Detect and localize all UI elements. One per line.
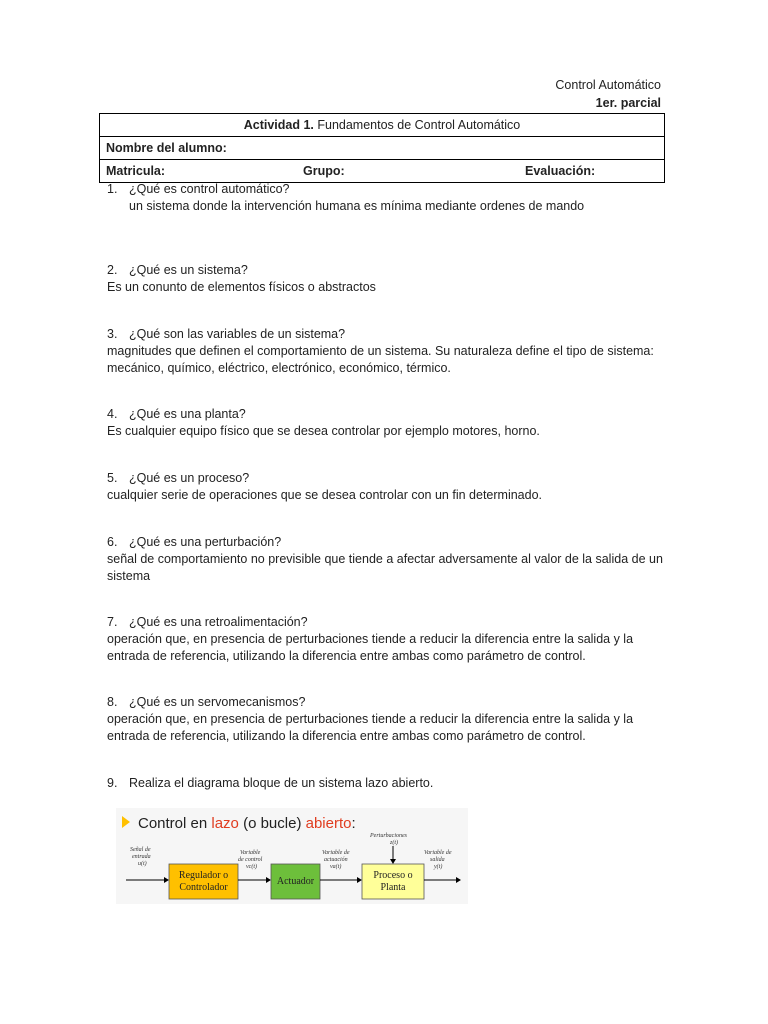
question-8: [107, 694, 667, 745]
question-text: ¿Qué son las variables de un sistema?: [129, 327, 346, 341]
question-4: [107, 406, 667, 440]
input-label-2: entrada: [132, 854, 151, 860]
control-var-label-2: de control: [238, 857, 263, 863]
question-text: ¿Qué es una perturbación?: [129, 535, 282, 549]
question-6: [107, 534, 667, 585]
question-number: 9.: [107, 776, 118, 790]
plant-label-2: Planta: [380, 882, 406, 893]
actuation-var-label-1: Variable de: [322, 850, 350, 856]
question-number: 1.: [107, 182, 118, 196]
question-text: ¿Qué es un proceso?: [129, 471, 250, 485]
question-number: 4.: [107, 407, 118, 421]
actuation-var-label-3: va(t): [330, 864, 342, 870]
question-number: 7.: [107, 615, 118, 629]
answer-text: señal de comportamiento no previsible que tiende a afectar adversamente al valor de la salida de un sistema: [107, 552, 663, 583]
controller-label-1: Regulador o: [178, 870, 229, 881]
evaluacion-cell: Evaluación:: [519, 160, 665, 183]
activity-title-cell: [100, 114, 665, 137]
question-2: [107, 262, 667, 296]
answer-text: cualquier serie de operaciones que se desea controlar con un fin determinado.: [107, 488, 542, 502]
output-label-3: y(t): [434, 864, 443, 870]
input-label-3: u(t): [138, 861, 147, 867]
disturbance-label-2: z(t): [390, 840, 398, 846]
open-loop-block-diagram: [116, 808, 468, 904]
question-number: 8.: [107, 695, 118, 709]
student-info-table: [99, 113, 665, 183]
question-text: ¿Qué es un sistema?: [129, 263, 248, 277]
question-3: [107, 326, 667, 377]
course-name: Control Automático: [555, 78, 661, 92]
answer-text: operación que, en presencia de perturbaciones tiende a reducir la diferencia entre la salida y la entrada de referencia, utilizando la diferencia entre ambas como parámetro de control.: [107, 712, 634, 743]
question-number: 3.: [107, 327, 118, 341]
control-var-label-1: Variable: [240, 850, 261, 856]
question-text: Realiza el diagrama bloque de un sistema lazo abierto.: [129, 776, 434, 790]
question-number: 6.: [107, 535, 118, 549]
matricula-cell: Matricula:: [100, 160, 298, 183]
student-name-cell: Nombre del alumno:: [100, 137, 665, 160]
activity-title-bold: Actividad 1.: [243, 118, 314, 132]
grupo-cell: Grupo:: [297, 160, 519, 183]
question-text: ¿Qué es un servomecanismos?: [129, 695, 306, 709]
activity-title-rest: Fundamentos de Control Automático: [313, 118, 521, 132]
answer-text: un sistema donde la intervención humana es mínima mediante ordenes de mando: [129, 199, 585, 213]
question-5: [107, 470, 667, 504]
diagram-title: Control en lazo (o bucle) abierto:: [138, 815, 356, 832]
actuator-label: Actuador: [276, 876, 315, 887]
actuation-var-label-2: actuación: [324, 857, 348, 863]
control-var-label-3: vc(t): [246, 864, 257, 870]
question-number: 2.: [107, 263, 118, 277]
question-9: [107, 775, 667, 792]
question-number: 5.: [107, 471, 118, 485]
answer-text: operación que, en presencia de perturbaciones tiende a reducir la diferencia entre la salida y la entrada de referencia, utilizando la diferencia entre ambas como parámetro de control.: [107, 632, 634, 663]
answer-text: magnitudes que definen el comportamiento de un sistema. Su naturaleza define el tipo de sistema: mecánico, químico, eléctrico, electrónico, económico, térmico.: [107, 344, 654, 375]
input-label-1: Señal de: [130, 847, 151, 853]
answer-text: Es cualquier equipo físico que se desea controlar por ejemplo motores, horno.: [107, 424, 540, 438]
partial-label: 1er. parcial: [595, 96, 661, 110]
question-text: ¿Qué es una planta?: [129, 407, 246, 421]
output-label-1: Variable de: [424, 850, 452, 856]
plant-label-1: Proceso o: [373, 870, 413, 881]
question-text: ¿Qué es una retroalimentación?: [129, 615, 308, 629]
controller-label-2: Controlador: [179, 882, 228, 893]
output-label-2: salida: [430, 857, 445, 863]
question-1: [107, 181, 667, 215]
question-text: ¿Qué es control automático?: [129, 182, 290, 196]
disturbance-label-1: Perturbaciones: [370, 833, 407, 839]
question-7: [107, 614, 667, 665]
answer-text: Es un conunto de elementos físicos o abstractos: [107, 280, 376, 294]
